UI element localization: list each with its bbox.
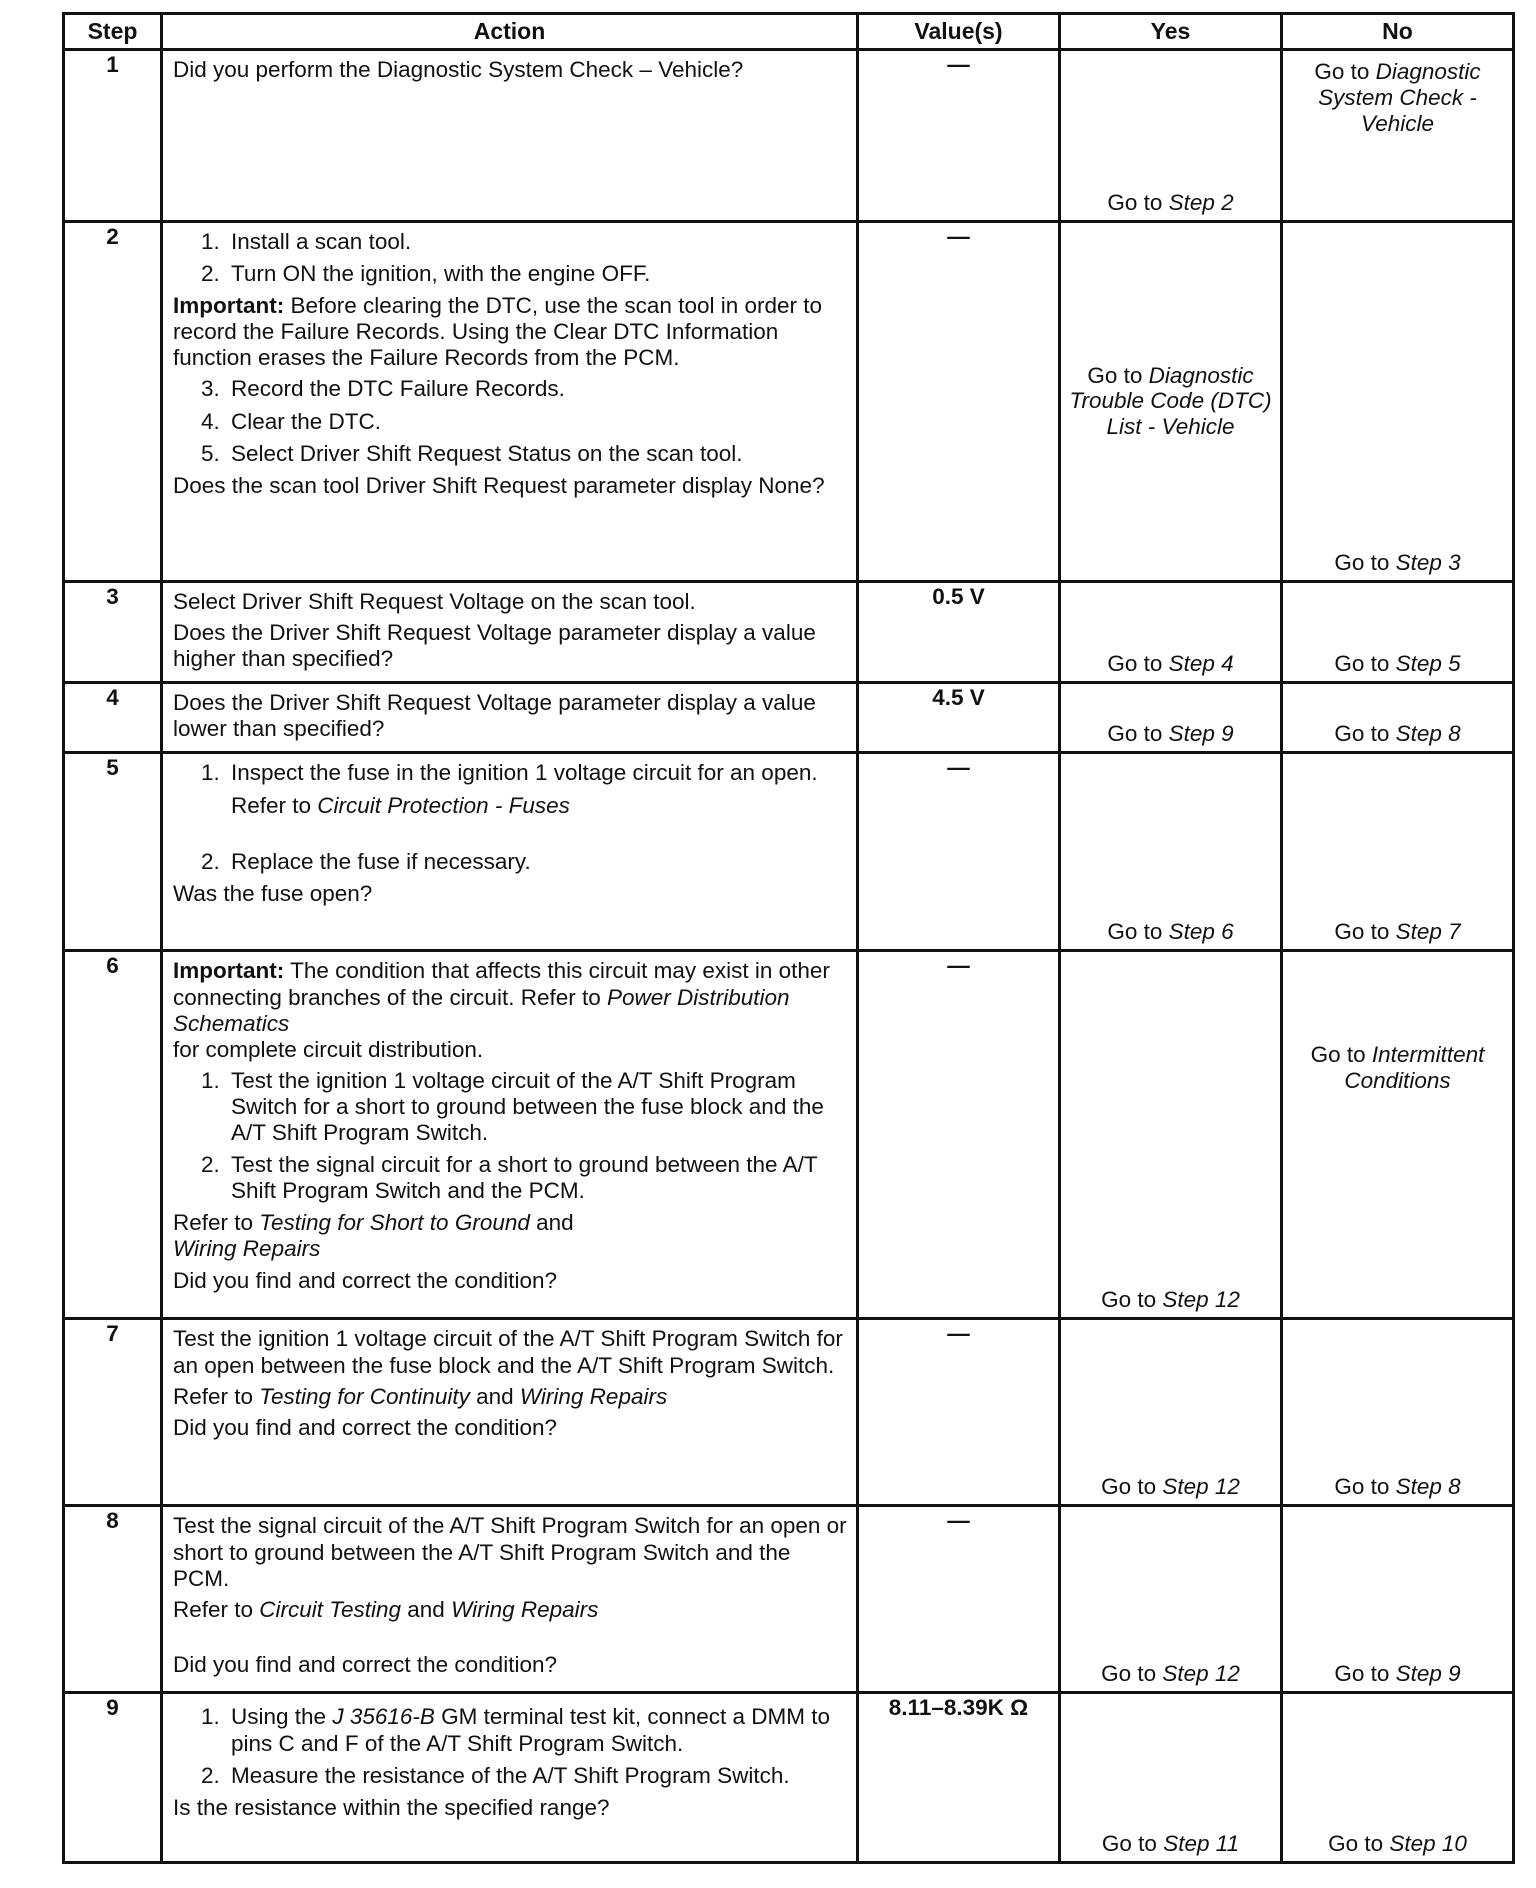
value-cell: 0.5 V: [858, 582, 1060, 683]
action-cell: [162, 50, 858, 222]
action-cell: [162, 1693, 858, 1863]
no-cell: [1282, 222, 1514, 582]
list-item: 2. Test the signal circuit for a short to ground between the A/T Shift Program Switch and the PCM.: [201, 1152, 818, 1204]
yes-cell: [1060, 50, 1282, 222]
value-cell: 4.5 V: [858, 683, 1060, 753]
important-note: Important: Before clearing the DTC, use the scan tool in order to record the Failure Records. Using the Clear DTC Information function erases the Failure Records from the PCM.: [173, 293, 823, 371]
diagnostic-table: [62, 12, 1515, 1864]
reference-link[interactable]: Circuit Testing: [259, 1596, 402, 1622]
reference-link[interactable]: Wiring Repairs: [451, 1596, 599, 1622]
reference: Refer to Testing for Continuity and Wiring Repairs: [173, 1383, 668, 1409]
list-item: 1. Using the J 35616-B GM terminal test kit, connect a DMM to pins C and F of the A/T Shift Program Switch.: [201, 1704, 831, 1756]
no-cell: [1282, 951, 1514, 1319]
yes-link[interactable]: Go to Step 12: [1101, 1661, 1240, 1687]
procedure-list: [173, 1704, 848, 1788]
no-link[interactable]: Go to Diagnostic System Check - Vehicle: [1314, 59, 1481, 136]
question: Did you find and correct the condition?: [173, 1651, 557, 1677]
question: Did you perform the Diagnostic System Check – Vehicle?: [173, 57, 744, 82]
header-step: Step: [64, 14, 162, 50]
yes-cell: [1060, 683, 1282, 753]
table-row: [64, 582, 1514, 683]
no-link[interactable]: Go to Step 7: [1334, 919, 1461, 945]
reference-link[interactable]: Testing for Short to Ground: [259, 1210, 530, 1236]
action-cell: [162, 222, 858, 582]
reference-link[interactable]: Testing for Continuity: [259, 1383, 470, 1409]
action-cell: [162, 1319, 858, 1506]
no-link[interactable]: Go to Step 8: [1334, 1474, 1461, 1500]
yes-cell: [1060, 1693, 1282, 1863]
reference-link[interactable]: Wiring Repairs: [519, 1383, 668, 1409]
reference-link[interactable]: J 35616-B: [332, 1704, 435, 1730]
header-values: Value(s): [858, 14, 1060, 50]
step-number: 8: [64, 1506, 162, 1693]
value-cell: —: [858, 1506, 1060, 1693]
procedure-list: [173, 376, 848, 466]
action-cell: [162, 753, 858, 951]
yes-cell: [1060, 1506, 1282, 1693]
step-number: 3: [64, 582, 162, 683]
reference: Refer to Circuit Testing and Wiring Repairs: [173, 1596, 599, 1622]
list-item: 4. Clear the DTC.: [201, 408, 382, 434]
step-number: 4: [64, 683, 162, 753]
table-row: [64, 222, 1514, 582]
no-cell: [1282, 1693, 1514, 1863]
yes-link[interactable]: Go to Step 12: [1101, 1287, 1240, 1313]
instruction: Select Driver Shift Request Voltage on the scan tool.: [173, 589, 696, 614]
yes-link[interactable]: Go to Step 12: [1101, 1474, 1240, 1500]
question: Does the scan tool Driver Shift Request parameter display None?: [173, 472, 825, 498]
header-no: No: [1282, 14, 1514, 50]
yes-cell: [1060, 582, 1282, 683]
instruction: Test the ignition 1 voltage circuit of the A/T Shift Program Switch for an open between the fuse block and the A/T Shift Program Switch.: [173, 1326, 843, 1378]
procedure-list: [173, 1068, 848, 1204]
no-cell: [1282, 683, 1514, 753]
value-cell: —: [858, 951, 1060, 1319]
step-number: 1: [64, 50, 162, 222]
list-item: 2. Replace the fuse if necessary.: [201, 848, 531, 874]
no-link[interactable]: Go to Step 10: [1328, 1831, 1467, 1857]
no-cell: [1282, 50, 1514, 222]
yes-cell: [1060, 222, 1282, 582]
yes-link[interactable]: Go to Diagnostic Trouble Code (DTC) List - Vehicle: [1069, 362, 1272, 440]
reference: Refer to Circuit Protection - Fuses: [231, 792, 570, 818]
question: Is the resistance within the specified range?: [173, 1794, 610, 1820]
list-item: 2. Measure the resistance of the A/T Shift Program Switch.: [201, 1762, 790, 1788]
question: Was the fuse open?: [173, 880, 373, 906]
action-cell: [162, 582, 858, 683]
list-item: 2. Turn ON the ignition, with the engine OFF.: [201, 261, 651, 287]
question: Does the Driver Shift Request Voltage parameter display a value lower than specified?: [173, 690, 816, 742]
table-row: [64, 1319, 1514, 1506]
no-link[interactable]: Go to Step 5: [1334, 651, 1461, 677]
no-link[interactable]: Go to Step 3: [1334, 549, 1461, 575]
step-number: 9: [64, 1693, 162, 1863]
yes-link[interactable]: Go to Step 11: [1101, 1831, 1240, 1857]
no-link[interactable]: Go to Step 9: [1334, 1661, 1461, 1687]
table-row: [64, 1693, 1514, 1863]
list-item: 1. Test the ignition 1 voltage circuit of the A/T Shift Program Switch for a short to ground between the fuse block and the A/T Shift Program Switch.: [201, 1067, 824, 1146]
reference-link[interactable]: Power Distribution Schematics: [173, 984, 790, 1036]
reference-link[interactable]: Circuit Protection - Fuses: [317, 792, 570, 818]
step-number: 6: [64, 951, 162, 1319]
yes-link[interactable]: Go to Step 2: [1107, 189, 1234, 215]
yes-cell: [1060, 753, 1282, 951]
value-cell: —: [858, 753, 1060, 951]
procedure-list: [173, 229, 848, 287]
no-link[interactable]: Go to Intermittent Conditions: [1310, 1042, 1485, 1094]
no-cell: [1282, 582, 1514, 683]
question: Did you find and correct the condition?: [173, 1267, 557, 1293]
table-row: [64, 1506, 1514, 1693]
list-item: 3. Record the DTC Failure Records.: [201, 376, 565, 402]
yes-link[interactable]: Go to Step 4: [1107, 651, 1234, 677]
list-item: 1. Inspect the fuse in the ignition 1 voltage circuit for an open. Refer to Circuit Protection - Fuses: [201, 760, 848, 842]
reference: Refer to Testing for Short to Ground and Wiring Repairs: [173, 1210, 574, 1262]
no-cell: [1282, 1319, 1514, 1506]
no-link[interactable]: Go to Step 8: [1334, 721, 1461, 747]
header-yes: Yes: [1060, 14, 1282, 50]
step-number: 7: [64, 1319, 162, 1506]
value-cell: —: [858, 222, 1060, 582]
table-row: [64, 683, 1514, 753]
no-cell: [1282, 1506, 1514, 1693]
action-cell: [162, 951, 858, 1319]
yes-link[interactable]: Go to Step 6: [1107, 919, 1234, 945]
value-cell: —: [858, 50, 1060, 222]
value-cell: —: [858, 1319, 1060, 1506]
list-item: 1. Install a scan tool.: [201, 229, 412, 254]
table-row: [64, 753, 1514, 951]
important-note: Important: The condition that affects this circuit may exist in other connecting branches of the circuit. Refer to Power Distribution Schematics for complete circuit distribution.: [173, 958, 830, 1062]
step-number: 2: [64, 222, 162, 582]
reference-link[interactable]: Wiring Repairs: [173, 1236, 321, 1262]
question: Did you find and correct the condition?: [173, 1414, 557, 1440]
instruction: Test the signal circuit of the A/T Shift Program Switch for an open or short to ground between the A/T Shift Program Switch and the PCM.: [173, 1513, 847, 1591]
yes-cell: [1060, 1319, 1282, 1506]
step-number: 5: [64, 753, 162, 951]
yes-link[interactable]: Go to Step 9: [1107, 721, 1234, 747]
procedure-list: [173, 760, 848, 874]
action-cell: [162, 1506, 858, 1693]
table-row: [64, 50, 1514, 222]
value-cell: 8.11–8.39K Ω: [858, 1693, 1060, 1863]
question: Does the Driver Shift Request Voltage parameter display a value higher than specified?: [173, 620, 816, 672]
table-row: [64, 951, 1514, 1319]
no-cell: [1282, 753, 1514, 951]
header-row: [64, 14, 1514, 50]
header-action: Action: [162, 14, 858, 50]
yes-cell: [1060, 951, 1282, 1319]
action-cell: [162, 683, 858, 753]
list-item: 5. Select Driver Shift Request Status on the scan tool.: [201, 440, 743, 466]
